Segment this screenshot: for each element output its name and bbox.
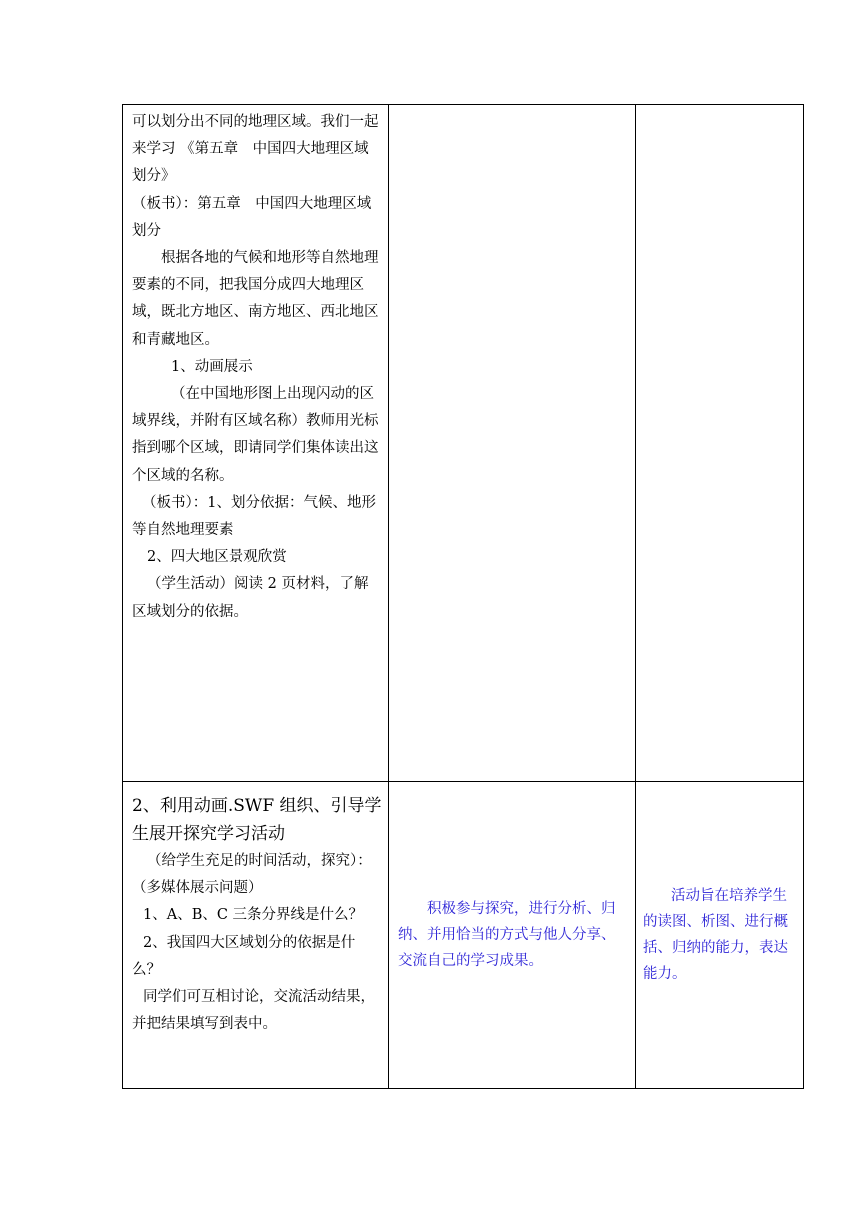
multimedia-note: （多媒体展示问题） <box>132 880 263 897</box>
question-two: 2、我国四大区域划分的依据是什么？ <box>132 934 356 978</box>
table-row <box>123 782 804 1089</box>
inquiry-instruction: （给学生充足的时间活动，探究）： <box>147 853 372 869</box>
board-note-chapter: （板书）：第五章 中国四大地理区域划分 <box>132 195 372 239</box>
lesson-plan-table <box>122 104 804 1089</box>
step-landscape-title: 2、四大地区景观欣赏 <box>147 549 287 566</box>
discussion-note: 同学们可互相讨论，交流活动结果，并把结果填写到表中。 <box>132 989 375 1033</box>
design-intent-cell <box>636 782 804 1089</box>
teacher-activity-cell <box>123 105 389 782</box>
student-activity-cell <box>389 782 636 1089</box>
intro-paragraph: 可以划分出不同的地理区域。我们一起来学习 《第五章 中国四大地理区域划分》 <box>132 114 379 185</box>
student-activity-cell <box>389 105 636 782</box>
board-note-basis: （板书）：1、划分依据：气候、地形等自然地理要素 <box>132 494 376 539</box>
student-activity-text: 积极参与探究，进行分析、归纳、并用恰当的方式与他人分享、交流自己的学习成果。 <box>398 901 616 969</box>
division-paragraph: 根据各地的气候和地形等自然地理要素的不同，把我国分成四大地理区域，既北方地区、南方地区、西北地区和青藏地区。 <box>132 250 379 348</box>
student-activity-note: （学生活动）阅读 2 页材料，了解区域划分的依据。 <box>132 576 369 620</box>
table-row <box>123 105 804 782</box>
animation-description: （在中国地形图上出现闪动的区域界线，并附有区域名称）教师用光标指到哪个区域，即请同学们集体读出这个区域的名称。 <box>132 386 379 484</box>
teacher-activity-cell <box>123 782 389 1089</box>
step-animation-title: 1、动画展示 <box>171 358 253 375</box>
design-intent-cell <box>636 105 804 782</box>
inquiry-heading: 2、利用动画.SWF 组织、引导学生展开探究学习活动 <box>132 796 382 844</box>
question-one: 1、A、B、C 三条分界线是什么？ <box>143 907 364 924</box>
design-intent-text: 活动旨在培养学生的读图、析图、进行概括、归纳的能力，表达能力。 <box>643 888 788 982</box>
